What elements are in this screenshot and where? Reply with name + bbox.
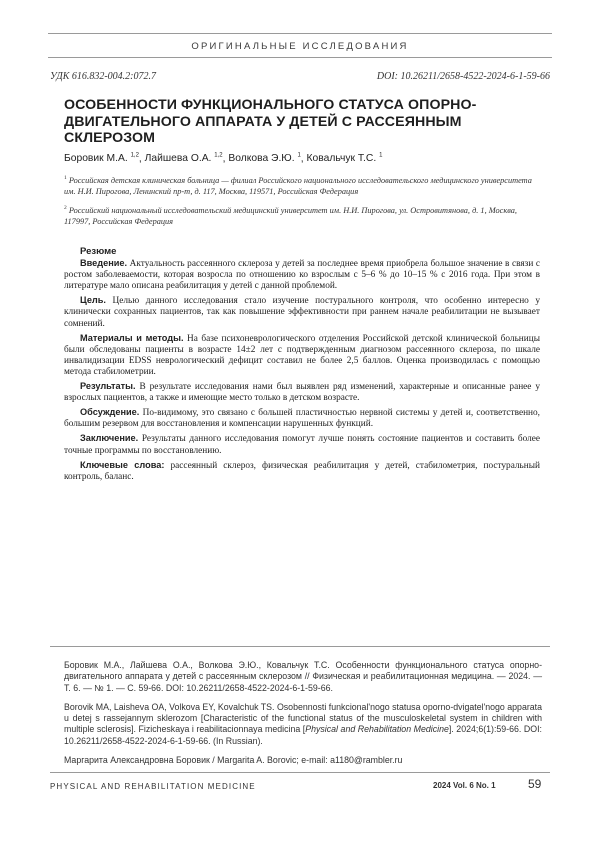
abstract-methods: Материалы и методы. На базе психоневрологического отделения Российской детской клинической больницы были обследованы пациенты в возрасте 14±2 лет с подтвержденным диагнозом рассеянного склероза, по шкале инвалидизации EDSS неврологический дефицит составил не более 2,5 баллов. Оценка производилась с помощью метода стабилометрии. xyxy=(64,332,540,377)
citation-block xyxy=(64,660,542,766)
abstract-heading: Резюме xyxy=(80,246,117,257)
contact-info: Маргарита Александровна Боровик / Margarita A. Borovic; e-mail: a1180@rambler.ru xyxy=(64,755,403,766)
abstract-aim: Цель. Целью данного исследования стало изучение постурального контроля, что особенно интересно у клинически сохранных пациентов, так как повышение эффективности при раннем начале реабилитации не вызывает сомнений. xyxy=(64,295,540,329)
section-label: ОРИГИНАЛЬНЫЕ ИССЛЕДОВАНИЯ xyxy=(191,41,409,52)
udc-code: УДК 616.832-004.2:072.7 xyxy=(50,71,156,82)
abstract-introduction: Введение. Актуальность рассеянного склероза у детей за последнее время приобрела большое значение в связи с ростом заболеваемости, которая возросла по отношению ко взрослым с 5–6 % до 10–15 % с 2016 года. При этом в литературе мало описана реабилитация у детей с данной проблемой. xyxy=(64,258,541,292)
author-list: Боровик М.А. $^{1,2}$, Лайшева О.А. $^{1,2}$, Волкова Э.Ю. $^1$, Ковальчук Т.С. $^1$ xyxy=(64,153,383,165)
author[interactable]: Лайшева О.А. $^{1,2}$ xyxy=(144,153,223,165)
footer-rule xyxy=(50,772,550,773)
affiliation: $^1$ Российская детская клиническая больница — филиал Российского национального исследовательского медицинского университета им. Н.И. Пирогова, Ленинский пр-т, д. 117, Москва, 119571, Российская Федерация xyxy=(64,175,532,196)
header-top-rule xyxy=(48,33,552,34)
abstract-results: Результаты. В результате исследования нами был выявлен ряд изменений, характерные и описанные ранее у взрослых пациентов, а также и имеющие место только в детском возрасте. xyxy=(64,381,541,404)
page-number: 59 xyxy=(528,777,542,791)
abstract-discussion: Обсуждение. По-видимому, это связано с большей пластичностью нервной системы у детей и, соответственно, большим резервом для восстановления и компенсации нарушенных функций. xyxy=(64,407,540,430)
author[interactable]: Боровик М.А. $^{1,2}$ xyxy=(64,153,139,165)
affiliation: $^2$ Российский национальный исследовательский медицинский университет им. Н.И. Пирогова, ул. Островитянова, д. 1, Москва, 117997, Российская Федерация xyxy=(64,205,517,227)
citation-ru: Боровик М.А., Лайшева О.А., Волкова Э.Ю., Ковальчук Т.С. Особенности функционального статуса опорно-двигательного аппарата у детей с рассеянным склерозом // Физическая и реабилитационная медицина. — 2024. — Т. 6. — № 1. — С. 59-66. DOI: 10.26211/2658-4522-2024-6-1-59-66. xyxy=(64,660,542,693)
header-bottom-rule xyxy=(48,57,552,58)
citation-rule xyxy=(50,646,550,647)
abstract xyxy=(64,246,540,486)
doi: DOI: 10.26211/2658-4522-2024-6-1-59-66 xyxy=(376,71,550,82)
article-title: ОСОБЕННОСТИ ФУНКЦИОНАЛЬНОГО СТАТУСА ОПОРНО-ДВИГАТЕЛЬНОГО АППАРАТА У ДЕТЕЙ С РАССЕЯННЫМ СКЛЕРОЗОМ xyxy=(64,97,477,146)
footer-journal-name: PHYSICAL AND REHABILITATION MEDICINE xyxy=(50,782,256,791)
citation-en: Borovik MA, Laisheva OA, Volkova EY, Kovalchuk TS. Osobennosti funkcional'nogo statusa oporno-dvigatel'nogo apparata u detej s rassejannym sklerozom [Characteristic of the functional status of the musculoskeletal system in children with multiple sclerosis]. Fizicheskaya i reabilitacionnaya medicina [Physical and Rehabilitation Medicine]. 2024;6(1):59-66. DOI: 10.26211/2658-4522-2024-6-1-59-66. (In Russian). xyxy=(64,701,542,746)
affiliations xyxy=(64,173,544,227)
abstract-keywords: Ключевые слова: рассеянный склероз, физическая реабилитация у детей, стабилометрия, постуральный контроль, баланс. xyxy=(64,459,540,482)
article-meta xyxy=(50,71,550,82)
footer-issue: 2024 Vol. 6 No. 1 xyxy=(433,781,496,790)
abstract-conclusion: Заключение. Результаты данного исследования помогут лучше понять состояние пациентов и составить более точные программы по восстановлению. xyxy=(64,433,540,456)
author[interactable]: Волкова Э.Ю. $^1$ xyxy=(228,153,301,165)
author[interactable]: Ковальчук Т.С. $^1$ xyxy=(306,153,383,165)
